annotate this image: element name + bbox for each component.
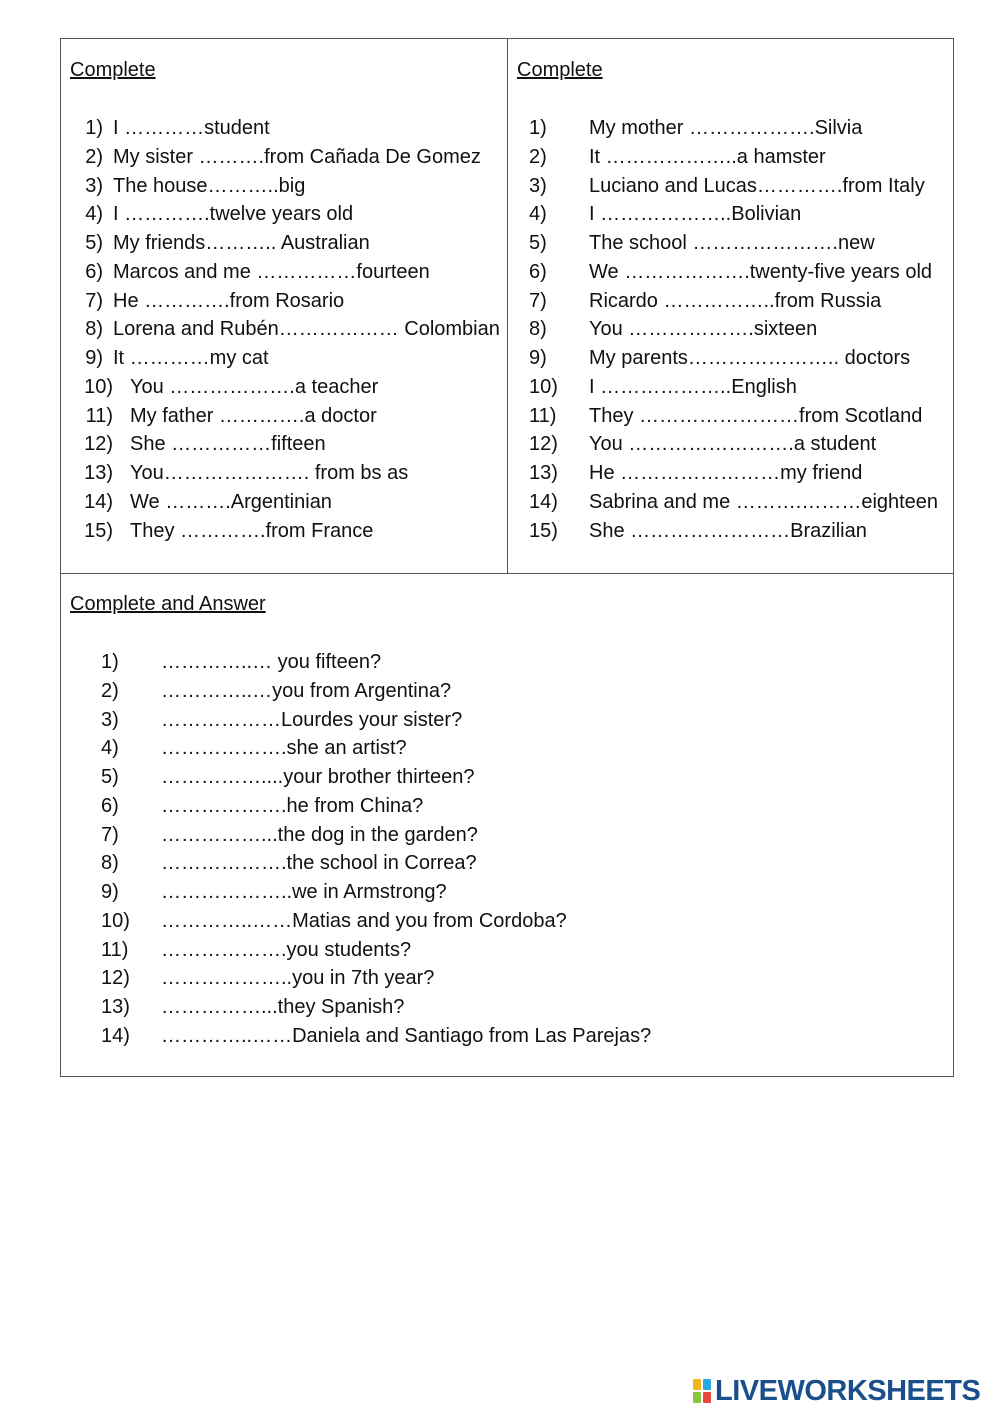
item-number: 13) xyxy=(101,996,130,1018)
item-text: ………………..you in 7th year? xyxy=(161,967,435,990)
item-text: ……………….she an artist? xyxy=(161,737,407,760)
list-item xyxy=(529,114,949,143)
section-c-list xyxy=(101,648,901,1051)
column-divider xyxy=(507,39,508,573)
item-text: I …………student xyxy=(113,117,270,139)
list-item xyxy=(529,229,949,258)
list-item xyxy=(529,172,949,201)
item-number: 12) xyxy=(529,433,558,456)
item-text: He ……………………my friend xyxy=(589,462,863,484)
item-text: ……………….you students? xyxy=(161,938,412,961)
item-text: She ……………fifteen xyxy=(130,433,326,456)
logo-square xyxy=(693,1379,701,1390)
item-text: I ………….twelve years old xyxy=(113,203,354,226)
item-number: 8) xyxy=(529,318,547,341)
item-number: 2) xyxy=(101,679,119,702)
item-text: You…………………. from bs as xyxy=(130,462,409,484)
section-a-list xyxy=(61,114,507,545)
list-item xyxy=(61,315,507,344)
list-item xyxy=(101,821,901,850)
item-text: ………………..we in Armstrong? xyxy=(161,881,447,903)
list-item xyxy=(61,459,507,488)
item-number: 15) xyxy=(529,519,558,542)
list-item xyxy=(529,430,949,459)
list-item xyxy=(529,287,949,316)
list-item xyxy=(61,488,507,517)
list-item xyxy=(101,907,901,936)
item-number: 2) xyxy=(85,145,103,168)
logo-square xyxy=(693,1392,701,1403)
list-item xyxy=(529,315,949,344)
item-text: The school ………………….new xyxy=(589,232,875,254)
item-number: 3) xyxy=(101,708,119,731)
list-item xyxy=(61,430,507,459)
item-text: …………..… you fifteen? xyxy=(161,651,382,673)
list-item xyxy=(61,402,507,431)
item-text: …………..……Matias and you from Cordoba? xyxy=(161,909,567,932)
item-text: He ………….from Rosario xyxy=(113,289,345,312)
item-number: 13) xyxy=(529,462,558,484)
item-text: Ricardo ……………..from Russia xyxy=(589,289,882,312)
item-number: 6) xyxy=(529,260,547,283)
item-text: My sister ……….from Cañada De Gomez xyxy=(113,145,481,168)
list-item xyxy=(61,229,507,258)
item-text: My father ………….a doctor xyxy=(130,404,377,427)
item-text: It …………my cat xyxy=(113,347,269,369)
item-number: 9) xyxy=(85,347,103,369)
item-number: 8) xyxy=(85,318,103,341)
list-item xyxy=(101,849,901,878)
item-number: 9) xyxy=(101,881,119,903)
item-text: ……………….he from China? xyxy=(161,794,424,817)
item-number: 4) xyxy=(101,737,119,760)
item-text: You ……………….a teacher xyxy=(130,375,379,398)
item-text: I ………………..Bolivian xyxy=(589,203,802,226)
list-item xyxy=(61,344,507,373)
item-number: 11) xyxy=(85,404,113,427)
section-c-heading: Complete and Answer xyxy=(70,593,266,615)
worksheet-table xyxy=(60,38,954,1077)
list-item xyxy=(101,677,901,706)
list-item xyxy=(529,517,949,546)
item-number: 3) xyxy=(85,174,103,197)
item-number: 6) xyxy=(101,794,119,817)
list-item xyxy=(529,258,949,287)
item-text: …………..……Daniela and Santiago from Las Parejas? xyxy=(161,1024,652,1047)
item-text: Marcos and me ……………fourteen xyxy=(113,260,430,283)
item-number: 1) xyxy=(101,651,119,673)
item-number: 9) xyxy=(529,347,547,369)
item-number: 7) xyxy=(529,289,547,312)
item-number: 8) xyxy=(101,852,119,875)
item-number: 10) xyxy=(529,375,558,398)
item-number: 10) xyxy=(84,375,113,398)
item-number: 11) xyxy=(529,404,557,427)
item-text: My parents………………….. doctors xyxy=(589,347,911,369)
list-item xyxy=(529,200,949,229)
list-item xyxy=(529,344,949,373)
list-item xyxy=(61,517,507,546)
item-text: You …………………….a student xyxy=(589,433,877,456)
logo-text: LIVEWORKSHEETS xyxy=(715,1374,981,1407)
item-text: ………………Lourdes your sister? xyxy=(161,708,463,731)
list-item xyxy=(101,648,901,677)
item-number: 5) xyxy=(85,232,103,254)
item-text: …………..…you from Argentina? xyxy=(161,679,452,702)
item-text: It ………………..a hamster xyxy=(589,145,826,168)
item-text: The house………..big xyxy=(113,174,306,197)
list-item xyxy=(101,792,901,821)
liveworksheets-logo xyxy=(693,1376,980,1406)
section-b-heading: Complete xyxy=(517,59,603,81)
item-number: 14) xyxy=(529,490,558,513)
list-item xyxy=(101,993,901,1022)
list-item xyxy=(61,114,507,143)
item-text: They ………….from France xyxy=(130,519,374,542)
item-number: 4) xyxy=(529,203,547,226)
item-number: 7) xyxy=(85,289,103,312)
item-text: My mother ……………….Silvia xyxy=(589,117,863,139)
list-item xyxy=(101,936,901,965)
list-item xyxy=(529,373,949,402)
item-text: I ………………..English xyxy=(589,375,797,398)
list-item xyxy=(529,402,949,431)
item-text: Lorena and Rubén……………… Colombian xyxy=(113,318,500,341)
list-item xyxy=(529,143,949,172)
item-number: 7) xyxy=(101,823,119,846)
list-item xyxy=(61,143,507,172)
item-text: ……………….the school in Correa? xyxy=(161,852,477,875)
list-item xyxy=(61,200,507,229)
list-item xyxy=(529,488,949,517)
item-text: She ……………………Brazilian xyxy=(589,519,867,542)
list-item xyxy=(101,706,901,735)
item-text: You ……………….sixteen xyxy=(589,318,818,341)
row-divider xyxy=(61,573,953,574)
item-number: 13) xyxy=(84,462,113,484)
logo-mark-icon xyxy=(693,1379,711,1403)
item-text: ……………....your brother thirteen? xyxy=(161,766,475,788)
item-number: 5) xyxy=(529,232,547,254)
list-item xyxy=(101,734,901,763)
list-item xyxy=(101,763,901,792)
item-text: ……………...the dog in the garden? xyxy=(161,823,478,846)
logo-square xyxy=(703,1392,711,1403)
item-number: 14) xyxy=(84,490,113,513)
item-number: 6) xyxy=(85,260,103,283)
section-b-list xyxy=(529,114,949,545)
list-item xyxy=(61,258,507,287)
item-number: 10) xyxy=(101,909,130,932)
list-item xyxy=(101,878,901,907)
list-item xyxy=(529,459,949,488)
list-item xyxy=(61,287,507,316)
item-number: 11) xyxy=(101,938,129,961)
list-item xyxy=(101,964,901,993)
item-text: ……………...they Spanish? xyxy=(161,996,405,1018)
item-text: Luciano and Lucas………….from Italy xyxy=(589,174,925,197)
item-number: 3) xyxy=(529,174,547,197)
item-text: Sabrina and me ……….………eighteen xyxy=(589,490,939,513)
item-text: We ……….Argentinian xyxy=(130,490,332,513)
item-text: We ……………….twenty-five years old xyxy=(589,260,933,283)
item-number: 12) xyxy=(84,433,113,456)
item-text: My friends……….. Australian xyxy=(113,232,370,254)
list-item xyxy=(101,1022,901,1051)
item-number: 15) xyxy=(84,519,113,542)
list-item xyxy=(61,172,507,201)
item-number: 1) xyxy=(529,117,547,139)
item-number: 4) xyxy=(85,203,103,226)
list-item xyxy=(61,373,507,402)
item-number: 12) xyxy=(101,967,130,990)
logo-square xyxy=(703,1379,711,1390)
item-text: They ……………………from Scotland xyxy=(589,404,923,427)
item-number: 1) xyxy=(85,117,103,139)
item-number: 2) xyxy=(529,145,547,168)
section-a-heading: Complete xyxy=(70,59,156,81)
item-number: 14) xyxy=(101,1024,130,1047)
item-number: 5) xyxy=(101,766,119,788)
